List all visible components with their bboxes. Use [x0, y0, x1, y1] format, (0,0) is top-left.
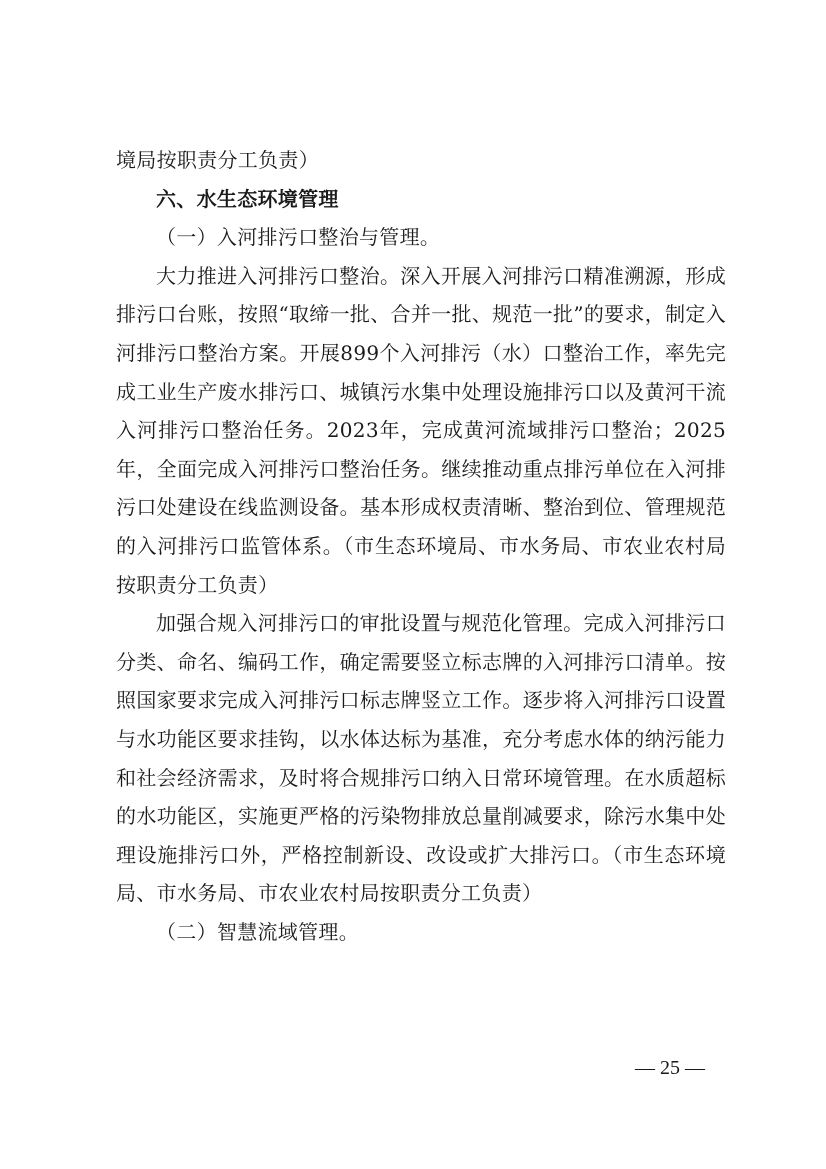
subsection-heading-2: （二）智慧流域管理。 — [156, 919, 359, 944]
continuation-line: 境局按职责分工负责） — [116, 148, 319, 172]
paragraph-1: 大力推进入河排污口整治。深入开展入河排污口精准溯源，形成排污口台账，按照“取缔一批、合并一批、规范一批”的要求，制定入河排污口整治方案。开展899个入河排污（水）口整治工作，率先完成工业生产废水排污口、城镇污水集中处理设施排污口以及黄河干流入河排污口整治任务。2023年，完成黄河流域排污口整治；2025年，全面完成入河排污口整治任务。继续推动重点排污单位在入河排污口处建设在线监测设备。基本形成权责清晰、整治到位、管理规范的入河排污口监管体系。（市生态环境局、市水务局、市农业农村局按职责分工负责） — [116, 263, 726, 597]
section-heading: 六、水生态环境管理 — [156, 186, 339, 211]
subsection-heading-1: （一）入河排污口整治与管理。 — [156, 225, 441, 250]
document-body — [116, 141, 726, 951]
page-number: — 25 — — [635, 1057, 705, 1079]
paragraph-2: 加强合规入河排污口的审批设置与规范化管理。完成入河排污口分类、命名、编码工作，确定需要竖立标志牌的入河排污口清单。按照国家要求完成入河排污口标志牌竖立工作。逐步将入河排污口设置与水功能区要求挂钩，以水体达标为基准，充分考虑水体的纳污能力和社会经济需求，及时将合规排污口纳入日常环境管理。在水质超标的水功能区，实施更严格的污染物排放总量削减要求，除污水集中处理设施排污口外，严格控制新设、改设或扩大排污口。（市生态环境局、市水务局、市农业农村局按职责分工负责） — [116, 611, 726, 906]
